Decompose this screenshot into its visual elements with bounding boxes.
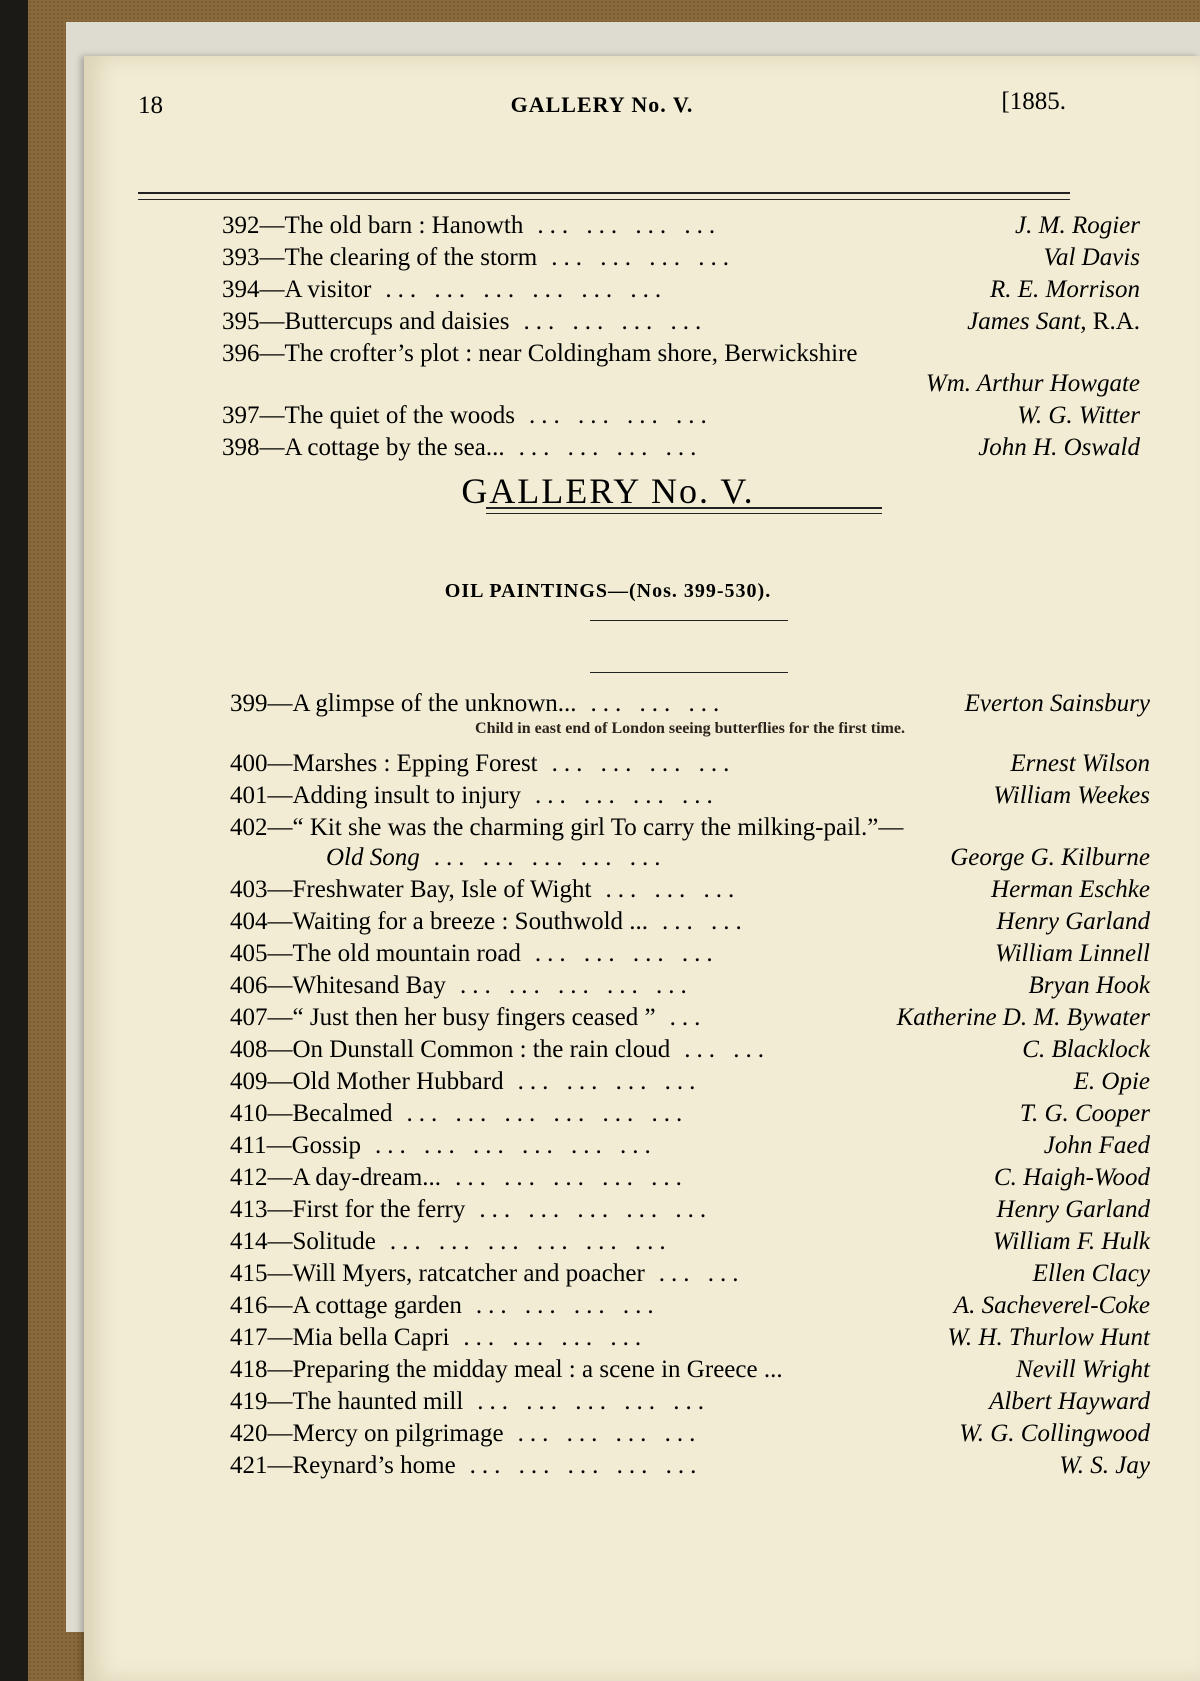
entry-number: 421 (230, 1452, 268, 1479)
entry-number: 420 (230, 1420, 268, 1447)
entry-number: 415 (230, 1260, 268, 1287)
leader-dots: ... ... ... ... (537, 212, 722, 239)
entry-artist (1074, 1068, 1150, 1096)
entry-artist (1016, 1356, 1150, 1384)
entry-title: The old barn : Hanowth (284, 212, 524, 239)
entry-title: A glimpse of the unknown... (292, 690, 577, 717)
year: [1885. (1001, 88, 1066, 115)
entry-text: 421—Reynard’s home ... ... ... ... ... (230, 1452, 703, 1479)
entry-text: 397—The quiet of the woods ... ... ... ... (222, 402, 713, 429)
artist-honour: R.A. (1086, 308, 1140, 335)
catalogue-entry (230, 1228, 1150, 1260)
leader-dots: ... ... ... ... (551, 244, 735, 271)
entry-artist (993, 782, 1150, 810)
previous-entries-list (222, 212, 1140, 466)
entry-number: 413 (230, 1196, 268, 1223)
artist-name: William F. Hulk (992, 1228, 1150, 1255)
entry-text: 400—Marshes : Epping Forest ... ... ... ... (230, 750, 736, 777)
catalogue-entry (222, 244, 1140, 276)
entry-text: 419—The haunted mill ... ... ... ... ... (230, 1388, 711, 1415)
entry-title: Waiting for a breeze : Southwold ... (292, 908, 649, 935)
entry-artist (993, 1228, 1150, 1256)
catalogue-entry (230, 972, 1150, 1004)
entry-text: 406—Whitesand Bay ... ... ... ... ... (230, 972, 693, 999)
catalogue-entry (222, 308, 1140, 340)
entry-text: 399—A glimpse of the unknown... ... ... ... (230, 690, 726, 717)
header-rule (138, 192, 1070, 200)
entry-text: 403—Freshwater Bay, Isle of Wight ... ... ... (230, 876, 741, 903)
catalogue-entry (230, 908, 1150, 940)
entry-artist (1059, 1452, 1150, 1480)
entry-number: 409 (230, 1068, 268, 1095)
entry-number: 402 (230, 814, 268, 841)
entry-title: Freshwater Bay, Isle of Wight (292, 876, 592, 903)
artist-name: Herman Eschke (991, 876, 1150, 903)
artist-name: John H. Oswald (978, 434, 1140, 461)
artist-name: E. Opie (1073, 1068, 1150, 1095)
entry-title: The quiet of the woods (284, 402, 516, 429)
entry-title: On Dunstall Common : the rain cloud (292, 1036, 671, 1063)
artist-name: W. G. Witter (1017, 402, 1140, 429)
leader-dots: ... ... (684, 1036, 770, 1063)
entry-title: A cottage garden (292, 1292, 462, 1319)
artist-name: Henry Garland (996, 1196, 1150, 1223)
entry-title: A day-dream... (292, 1164, 442, 1191)
entry-text: 414—Solitude ... ... ... ... ... ... (230, 1228, 672, 1255)
artist-name: Henry Garland (996, 908, 1150, 935)
entry-artist (978, 434, 1140, 462)
entry-artist (997, 1196, 1150, 1224)
leader-dots: ... ... ... ... (523, 308, 708, 335)
catalogue-entry (230, 1068, 1150, 1100)
subtitle-rule (590, 672, 788, 673)
entry-artist (954, 1292, 1150, 1320)
entry-text: 411—Gossip ... ... ... ... ... ... (230, 1132, 657, 1159)
entry-text: 404—Waiting for a breeze : Southwold ... ... ... (230, 908, 748, 935)
entry-artist (989, 1388, 1150, 1416)
entry-number: 392 (222, 212, 260, 239)
entry-text: 393—The clearing of the storm ... ... ... ... (222, 244, 735, 271)
entry-number: 399 (230, 690, 268, 717)
entry-text: 418—Preparing the midday meal : a scene in Greece ... (230, 1356, 783, 1383)
catalogue-entry (230, 1388, 1150, 1420)
artist-name: C. Haigh-Wood (993, 1164, 1150, 1191)
title-rule (590, 620, 788, 621)
running-head (138, 88, 1066, 124)
entry-number: 416 (230, 1292, 268, 1319)
catalogue-entry (230, 690, 1150, 750)
entry-number: 419 (230, 1388, 268, 1415)
entry-text: 412—A day-dream... ... ... ... ... ... (230, 1164, 688, 1191)
catalogue-entry (222, 434, 1140, 466)
entry-artist (1022, 1036, 1150, 1064)
entry-number: 407 (230, 1004, 268, 1031)
leader-dots: ... ... ... ... (534, 940, 719, 967)
entry-number: 393 (222, 244, 260, 271)
entry-number: 418 (230, 1356, 268, 1383)
entry-artist (1017, 402, 1140, 430)
entry-artist (947, 1324, 1150, 1352)
artist-name: John Faed (1043, 1132, 1150, 1159)
artist-name: Val Davis (1043, 244, 1140, 271)
catalogue-entry (230, 750, 1150, 782)
entry-number: 395 (222, 308, 260, 335)
entry-artist (990, 276, 1140, 304)
leader-dots: ... ... ... ... ... (433, 844, 667, 871)
entry-number: 406 (230, 972, 268, 999)
entry-title: The clearing of the storm (284, 244, 538, 271)
entry-title: Mia bella Capri (292, 1324, 450, 1351)
catalogue-entry (230, 1260, 1150, 1292)
leader-dots: ... ... (658, 1260, 745, 1287)
section-title: GALLERY No. V. (461, 471, 755, 511)
entry-title: Adding insult to injury (292, 782, 521, 809)
entry-artist (1029, 972, 1151, 1000)
entry-artist (1020, 1100, 1150, 1128)
entry-number: 410 (230, 1100, 268, 1127)
catalogue-entry (222, 402, 1140, 434)
page-number: 18 (138, 92, 163, 119)
entry-title: A visitor (284, 276, 372, 303)
entry-number: 408 (230, 1036, 268, 1063)
artist-name: W. H. Thurlow Hunt (947, 1324, 1150, 1351)
leader-dots: ... ... ... (590, 690, 726, 717)
catalogue-entry (230, 1292, 1150, 1324)
entry-artist (1043, 244, 1140, 272)
catalogue-entry (230, 940, 1150, 972)
entry-title: Will Myers, ratcatcher and poacher (292, 1260, 645, 1287)
entry-artist (950, 844, 1150, 872)
artist-name: R. E. Morrison (990, 276, 1140, 303)
entry-title: Becalmed (292, 1100, 393, 1127)
entry-title: Reynard’s home (292, 1452, 456, 1479)
entry-artist (997, 908, 1150, 936)
catalogue-entry (230, 1420, 1150, 1452)
artist-name: Bryan Hook (1028, 972, 1150, 999)
entry-title: “ Kit she was the charming girl To carry the milking-pail.”— (292, 814, 904, 841)
leader-dots: ... ... ... ... ... ... (389, 1228, 672, 1255)
catalogue-entry (230, 1452, 1150, 1484)
entry-text: 402—“ Kit she was the charming girl To carry the milking-pail.”— (230, 814, 904, 841)
leader-dots: ... ... ... ... (534, 782, 719, 809)
artist-name: Nevill Wright (1015, 1356, 1150, 1383)
entry-text: 401—Adding insult to injury ... ... ... ... (230, 782, 719, 809)
leader-dots: ... ... ... ... ... ... (375, 1132, 657, 1159)
artist-name: William Linnell (995, 940, 1150, 967)
leader-dots: ... ... ... ... (518, 434, 703, 461)
leader-dots: ... ... ... ... ... (455, 1164, 688, 1191)
entry-title: Gossip (291, 1132, 362, 1159)
entry-number: 404 (230, 908, 268, 935)
entry-title: Mercy on pilgrimage (292, 1420, 504, 1447)
entry-artist (1044, 1132, 1150, 1160)
catalogue-entry (230, 1196, 1150, 1228)
catalogue-entry (230, 814, 1150, 876)
entry-text: 407—“ Just then her busy fingers ceased ” ... (230, 1004, 707, 1031)
entry-text: 398—A cottage by the sea... ... ... ... ... (222, 434, 703, 461)
leader-dots: ... ... ... (605, 876, 741, 903)
artist-name: Albert Hayward (989, 1388, 1150, 1415)
leader-dots: ... ... ... ... (551, 750, 736, 777)
entry-title: Marshes : Epping Forest (292, 750, 538, 777)
entry-title: A cottage by the sea... (284, 434, 505, 461)
entry-artist (1010, 750, 1150, 778)
artist-name: William Weekes (993, 782, 1150, 809)
catalogue-entry (230, 1004, 1150, 1036)
entry-title: First for the ferry (292, 1196, 466, 1223)
entry-text: 405—The old mountain road ... ... ... ... (230, 940, 719, 967)
entry-text: 408—On Dunstall Common : the rain cloud ... ... (230, 1036, 770, 1063)
artist-name: Everton Sainsbury (964, 690, 1150, 717)
artist-name: T. G. Cooper (1019, 1100, 1150, 1127)
entry-title: The old mountain road (292, 940, 521, 967)
entry-text: 392—The old barn : Hanowth ... ... ... ... (222, 212, 722, 239)
artist-name: W. G. Collingwood (959, 1420, 1150, 1447)
entry-number: 401 (230, 782, 268, 809)
leader-dots: ... ... (662, 908, 748, 935)
entry-title: Whitesand Bay (292, 972, 446, 999)
entry-artist (897, 1004, 1150, 1032)
artist-name: Ernest Wilson (1010, 750, 1150, 777)
leader-dots: ... ... ... ... (463, 1324, 648, 1351)
section-subtitle: OIL PAINTINGS—(Nos. 399-530). (444, 580, 772, 602)
entry-number: 403 (230, 876, 268, 903)
running-title: GALLERY No. V. (510, 92, 694, 117)
entry-artist (1033, 1260, 1150, 1288)
entry-number: 394 (222, 276, 260, 303)
entry-number: 414 (230, 1228, 268, 1255)
artist-name: Wm. Arthur Howgate (925, 370, 1140, 397)
entry-artist (994, 1164, 1150, 1192)
entry-title: Buttercups and daisies (284, 308, 510, 335)
entry-text: 420—Mercy on pilgrimage ... ... ... ... (230, 1420, 702, 1447)
entry-text: 410—Becalmed ... ... ... ... ... ... (230, 1100, 689, 1127)
entry-title: Old Mother Hubbard (292, 1068, 504, 1095)
entry-number: 400 (230, 750, 268, 777)
entry-number: 396 (222, 340, 260, 367)
entry-title: Solitude (292, 1228, 376, 1255)
artist-name: Ellen Clacy (1032, 1260, 1150, 1287)
entry-text: 394—A visitor ... ... ... ... ... ... (222, 276, 668, 303)
entry-number: 405 (230, 940, 268, 967)
entry-note: Child in east end of London seeing butterflies for the first time. (475, 720, 905, 737)
leader-dots: ... (669, 1004, 707, 1031)
catalogue-entry (222, 212, 1140, 244)
entry-artist (995, 940, 1150, 968)
entry-title: “ Just then her busy fingers ceased ” (292, 1004, 656, 1031)
subline-text: Old Song (326, 844, 420, 871)
entry-artist (926, 370, 1140, 398)
leader-dots: ... ... ... ... ... (459, 972, 693, 999)
artist-name: A. Sacheverel-Coke (953, 1292, 1150, 1319)
leader-dots: ... ... ... ... ... ... (406, 1100, 689, 1127)
entry-artist (959, 1420, 1150, 1448)
entry-artist (991, 876, 1150, 904)
artist-name: W. S. Jay (1059, 1452, 1150, 1479)
entry-artist (967, 308, 1140, 336)
entry-artist (1015, 212, 1140, 240)
entry-text: 395—Buttercups and daisies ... ... ... ... (222, 308, 708, 335)
catalogue-entry (230, 782, 1150, 814)
artist-name: Katherine D. M. Bywater (896, 1004, 1150, 1031)
catalogue-entry (230, 1356, 1150, 1388)
catalogue-entry (222, 340, 1140, 402)
leader-dots: ... ... ... ... (517, 1420, 702, 1447)
catalogue-entry (230, 1164, 1150, 1196)
artist-name: James Sant, (967, 308, 1087, 335)
catalogue-entry (222, 276, 1140, 308)
leader-dots: ... ... ... ... (517, 1068, 702, 1095)
leader-dots: ... ... ... ... (475, 1292, 660, 1319)
catalogue-entry (230, 1100, 1150, 1132)
catalogue-entry (230, 1324, 1150, 1356)
entry-text: 417—Mia bella Capri ... ... ... ... (230, 1324, 648, 1351)
leader-dots: ... ... ... ... ... (477, 1388, 711, 1415)
entry-number: 397 (222, 402, 260, 429)
artist-name: C. Blacklock (1022, 1036, 1150, 1063)
artist-name: J. M. Rogier (1015, 212, 1140, 239)
entry-number: 412 (230, 1164, 268, 1191)
catalogue-entry (230, 876, 1150, 908)
leader-dots: ... ... ... ... (529, 402, 713, 429)
entry-number: 417 (230, 1324, 268, 1351)
entries-list (230, 690, 1150, 1484)
entry-title: Preparing the midday meal : a scene in Greece ... (292, 1356, 783, 1383)
entry-text: 409—Old Mother Hubbard ... ... ... ... (230, 1068, 702, 1095)
entry-title: The crofter’s plot : near Coldingham shore, Berwickshire (284, 340, 858, 367)
catalogue-entry (230, 1036, 1150, 1068)
entry-title: The haunted mill (292, 1388, 464, 1415)
entry-text: 413—First for the ferry ... ... ... ... ... (230, 1196, 713, 1223)
entry-number: 398 (222, 434, 260, 461)
leader-dots: ... ... ... ... ... ... (385, 276, 668, 303)
leader-dots: ... ... ... ... ... (479, 1196, 713, 1223)
entry-number: 411 (230, 1132, 267, 1159)
catalogue-entry (230, 1132, 1150, 1164)
entry-artist (965, 690, 1150, 718)
entry-text: 415—Will Myers, ratcatcher and poacher ... ... (230, 1260, 745, 1287)
leader-dots: ... ... ... ... ... (469, 1452, 703, 1479)
entry-text: 396—The crofter’s plot : near Coldingham shore, Berwickshire (222, 340, 858, 367)
entry-subline (326, 844, 667, 872)
artist-name: George G. Kilburne (950, 844, 1150, 871)
entry-text: 416—A cottage garden ... ... ... ... (230, 1292, 660, 1319)
